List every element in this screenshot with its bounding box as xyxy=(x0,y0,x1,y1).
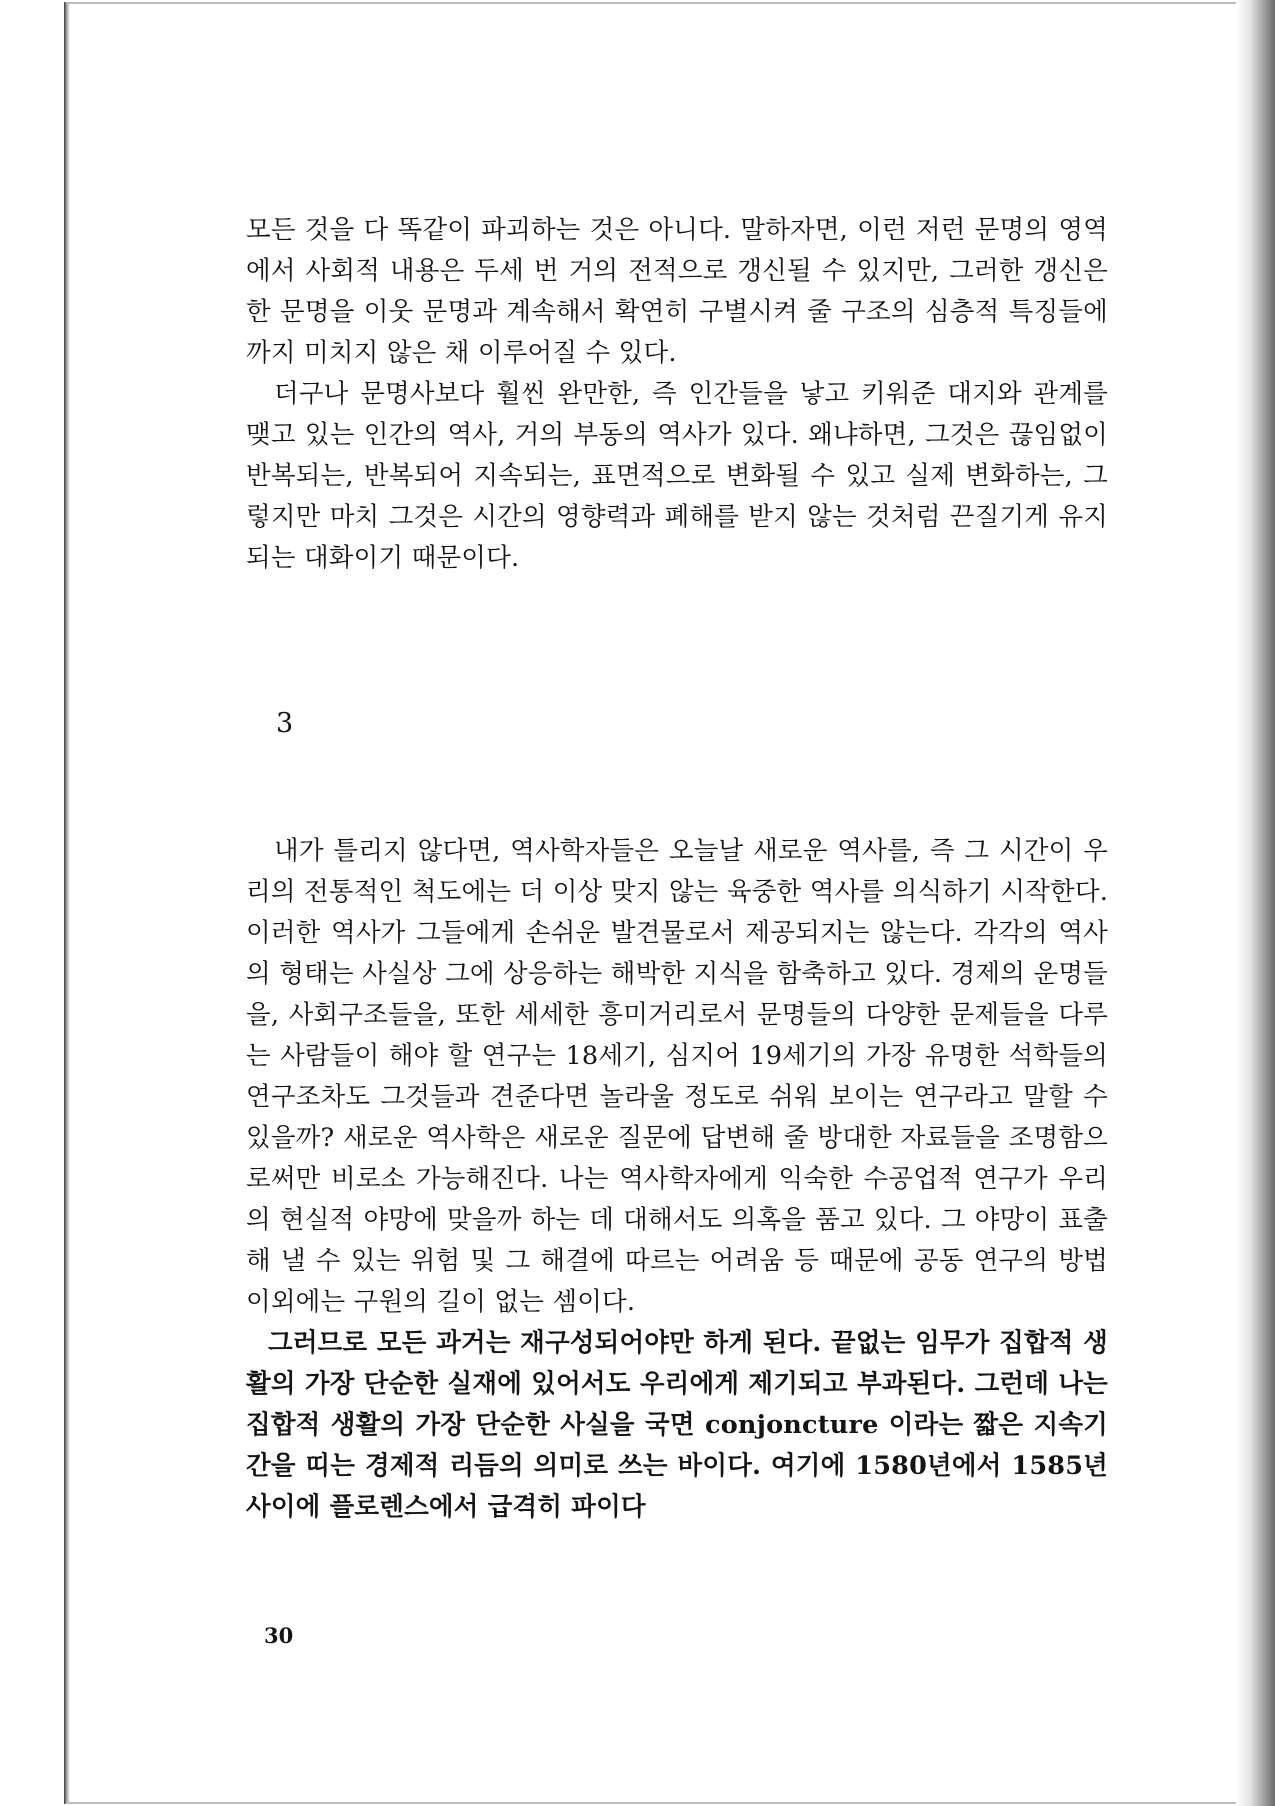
section-number: 3 xyxy=(276,708,294,739)
paragraph-2: 더구나 문명사보다 훨씬 완만한, 즉 인간들을 낳고 키워준 대지와 관계를 맺고 있는 인간의 역사, 거의 부동의 역사가 있다. 왜냐하면, 그것은 끊임없이 반복되는, 반복되어 지속되는, 표면적으로 변화될 수 있고 실제 변화하는, 그렇지만 마치 그것은 시간의 영향력과 폐해를 받지 않는 것처럼 끈질기게 유지되는 대화이기 때문이다. xyxy=(246,379,1108,573)
page-top-edge xyxy=(66,2,1242,4)
page-number: 30 xyxy=(264,1623,294,1648)
paragraph-4: 그러므로 모든 과거는 재구성되어야만 하게 된다. 끝없는 임무가 집합적 생활의 가장 단순한 실재에 있어서도 우리에게 제기되고 부과된다. 그런데 나는 집합적 생활의 가장 단순한 사실을 국면 conjoncture 이라는 짧은 지속기간을 띠는 경제적 리듬의 의미로 쓰는 바이다. 여기에 1580년에서 1585년 사이에 플로렌스에서 급격히 파이다 xyxy=(246,1328,1108,1522)
page-bottom-edge xyxy=(66,1802,1242,1804)
text-block-top xyxy=(246,210,1108,579)
paragraph-1: 모든 것을 다 똑같이 파괴하는 것은 아니다. 말하자면, 이런 저런 문명의 영역에서 사회적 내용은 두세 번 거의 전적으로 갱신될 수 있지만, 그러한 갱신은 한 문명을 이웃 문명과 계속해서 확연히 구별시켜 줄 구조의 심층적 특징들에까지 미치지 않은 채 이루어질 수 있다. xyxy=(246,215,1108,368)
page-left-edge xyxy=(64,2,70,1804)
paragraph-3: 내가 틀리지 않다면, 역사학자들은 오늘날 새로운 역사를, 즉 그 시간이 우리의 전통적인 척도에는 더 이상 맞지 않는 육중한 역사를 의식하기 시작한다. 이러한 역사가 그들에게 손쉬운 발견물로서 제공되지는 않는다. 각각의 역사의 형태는 사실상 그에 상응하는 해박한 지식을 함축하고 있다. 경제의 운명들을, 사회구조들을, 또한 세세한 흥미거리로서 문명들의 다양한 문제들을 다루는 사람들이 해야 할 연구는 18세기, 심지어 19세기의 가장 유명한 석학들의 연구조차도 그것들과 견준다면 놀라울 정도로 쉬워 보이는 연구라고 말할 수 있을까? 새로운 역사학은 새로운 질문에 답변해 줄 방대한 자료들을 조명함으로써만 비로소 가능해진다. 나는 역사학자에게 익숙한 수공업적 연구가 우리의 현실적 야망에 맞을까 하는 데 대해서도 의혹을 품고 있다. 그 야망이 표출해 낼 수 있는 위험 및 그 해결에 따르는 어려움 등 때문에 공동 연구의 방법 이외에는 구원의 길이 없는 셈이다. xyxy=(246,836,1108,1317)
page-right-shadow xyxy=(1236,0,1275,1806)
text-block-main xyxy=(246,831,1108,1528)
